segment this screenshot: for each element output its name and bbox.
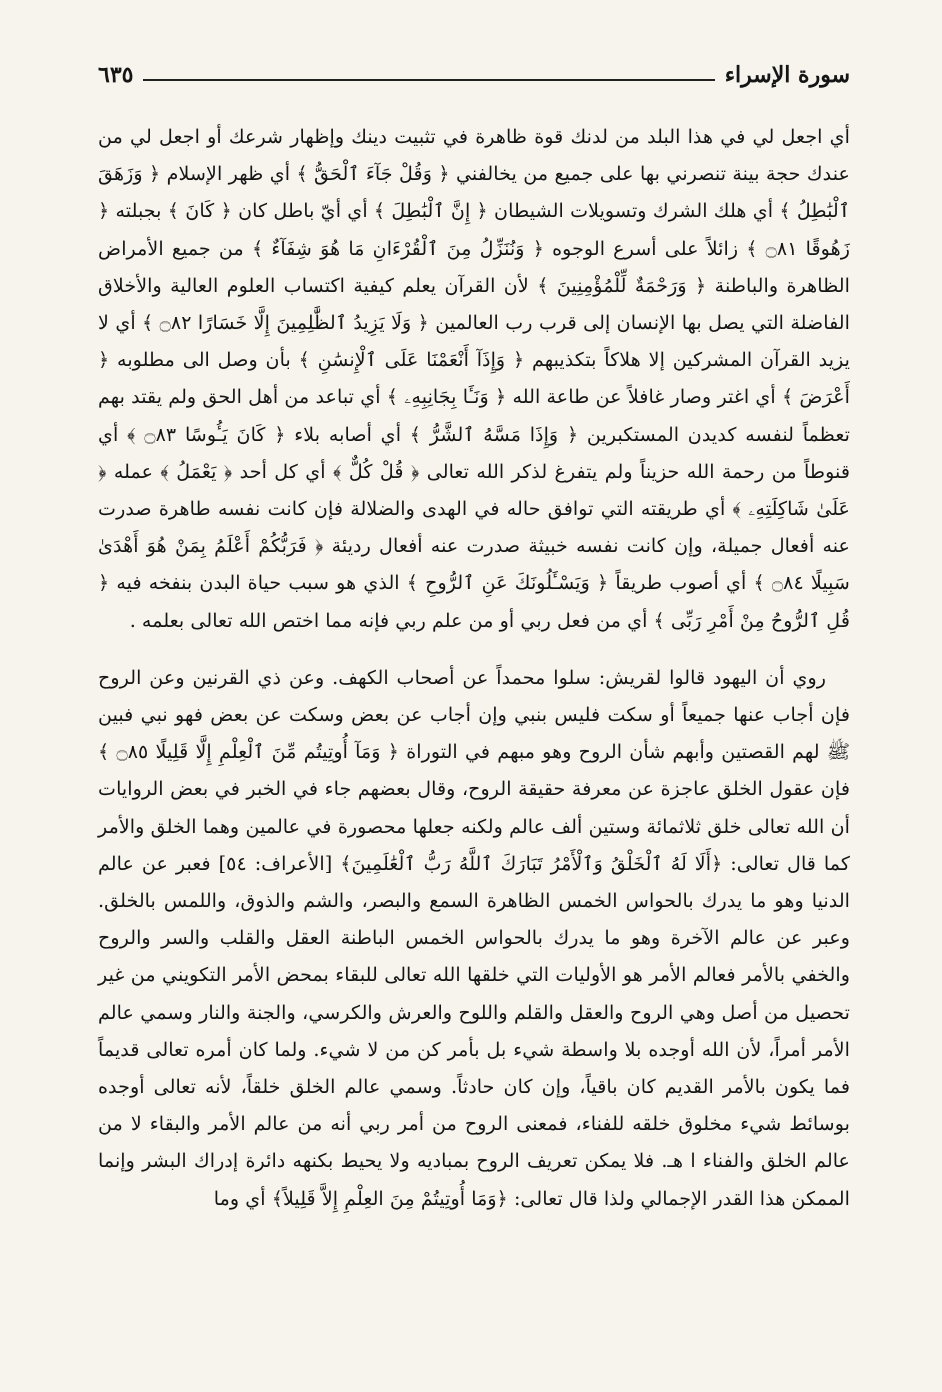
surah-name: سورة الإسراء (724, 62, 850, 88)
tafsir-paragraph: أي اجعل لي في هذا البلد من لدنك قوة ظاهرة في تثبيت دينك وإظهار شرعك أو اجعل لي من عندك حجة بينة تنصرني بها على جميع من يخالفني ﴿ وَقُلْ جَآءَ ٱلْحَقُّ ﴾ أي ظهر الإسلام ﴿ وَزَهَقَ ٱلْبَٰطِلُ ﴾ أي هلك الشرك وتسويلات الشيطان ﴿ إِنَّ ٱلْبَٰطِلَ ﴾ أي أيّ باطل كان ﴿ كَانَ ﴾ بجبلته ﴿ زَهُوقًا ۝٨١ ﴾ زائلاً على أسرع الوجوه ﴿ وَنُنَزِّلُ مِنَ ٱلْقُرْءَانِ مَا هُوَ شِفَآءٌ ﴾ من جميع الأمراض الظاهرة والباطنة ﴿ وَرَحْمَةٌ لِّلْمُؤْمِنِينَ ﴾ لأن القرآن يعلم كيفية اكتساب العلوم العالية والأخلاق الفاضلة التي يصل بها الإنسان إلى قرب رب العالمين ﴿ وَلَا يَزِيدُ ٱلظَّٰلِمِينَ إِلَّا خَسَارًا ۝٨٢ ﴾ أي لا يزيد القرآن المشركين إلا هلاكاً بتكذيبهم ﴿ وَإِذَآ أَنْعَمْنَا عَلَى ٱلْإِنسَٰنِ ﴾ بأن وصل الى مطلوبه ﴿ أَعْرَضَ ﴾ أي اغتر وصار غافلاً عن طاعة الله ﴿ وَنَـَٔا بِجَانِبِهِۦ ﴾ أي تباعد من أهل الحق ولم يقتد بهم تعظماً لنفسه كديدن المستكبرين ﴿ وَإِذَا مَسَّهُ ٱلشَّرُّ ﴾ أي أصابه بلاء ﴿ كَانَ يَـُٔوسًا ۝٨٣ ﴾ أي قنوطاً من رحمة الله حزيناً ولم يتفرغ لذكر الله تعالى ﴿ قُلْ كُلٌّ ﴾ أي كل أحد ﴿ يَعْمَلُ ﴾ عمله ﴿ عَلَىٰ شَاكِلَتِهِۦ ﴾ أي طريقته التي توافق حاله في الهدى والضلالة فإن كانت نفسه طاهرة صدرت عنه أفعال جميلة، وإن كانت نفسه خبيثة صدرت عنه أفعال رديئة ﴿ فَرَبُّكُمْ أَعْلَمُ بِمَنْ هُوَ أَهْدَىٰ سَبِيلًا ۝٨٤ ﴾ أي أصوب طريقاً ﴿ وَيَسْـَٔلُونَكَ عَنِ ٱلرُّوحِ ﴾ الذي هو سبب حياة البدن بنفخه فيه ﴿ قُلِ ٱلرُّوحُ مِنْ أَمْرِ رَبِّى ﴾ أي من فعل ربي أو من علم ربي فإنه مما اختص الله تعالى بعلمه . (98, 125, 850, 632)
page-number: ٦٣٥ (98, 62, 134, 88)
header-rule (143, 79, 714, 81)
page-header (98, 58, 850, 88)
tafsir-paragraph: روي أن اليهود قالوا لقريش: سلوا محمداً عن أصحاب الكهف. وعن ذي القرنين وعن الروح فإن أجاب عنها جميعاً أو سكت فليس بنبي وإن أجاب عن بعض وسكت عن بعض فهو نبي فبين ﷺ لهم القصتين وأبهم شأن الروح وهو مبهم في التوراة ﴿ وَمَآ أُوتِيتُم مِّنَ ٱلْعِلْمِ إِلَّا قَلِيلًا ۝٨٥ ﴾ فإن عقول الخلق عاجزة عن معرفة حقيقة الروح، وقال بعضهم جاء في الخبر في بعض الروايات أن الله تعالى خلق ثلاثمائة وستين ألف عالم ولكنه جعلها محصورة في عالمين وهما الخلق والأمر كما قال تعالى: ﴿أَلَا لَهُ ٱلْخَلْقُ وَٱلْأَمْرُ تَبَارَكَ ٱللَّهُ رَبُّ ٱلْعَٰلَمِينَ﴾ [الأعراف: ٥٤] فعبر عن عالم الدنيا وهو ما يدرك بالحواس الخمس الظاهرة السمع والبصر، والشم والذوق، واللمس بالخلق. وعبر عن عالم الآخرة وهو ما يدرك بالحواس الخمس الباطنة العقل والقلب والسر والروح والخفي بالأمر فعالم الأمر هو الأوليات التي خلقها الله تعالى للبقاء بمحض الأمر التكويني من غير تحصيل من أصل وهي الروح والعقل والقلم واللوح والعرش والكرسي، والجنة والنار وسمي عالم الأمر أمراً، لأن الله أوجده بلا واسطة شيء بل بأمر كن من لا شيء. ولما كان أمره تعالى قديماً فما يكون بالأمر القديم كان باقياً، وإن كان حادثاً. وسمي عالم الخلق خلقاً، لأنه تعالى أوجده بوسائط شيء مخلوق خلقه للفناء، فمعنى الروح من أمر ربي أنه من عالم الأمر والبقاء لا من عالم الخلق والفناء ا هـ. فلا يمكن تعريف الروح بمباديه ولا يحيط بكنهه دائرة إدراك البشر وإنما الممكن هذا القدر الإجمالي ولذا قال تعالى: ﴿وَمَا أُوتِيتُمْ مِنَ العِلْمِ إِلاَّ قَلِيلاً﴾ أي وما (98, 665, 851, 1210)
